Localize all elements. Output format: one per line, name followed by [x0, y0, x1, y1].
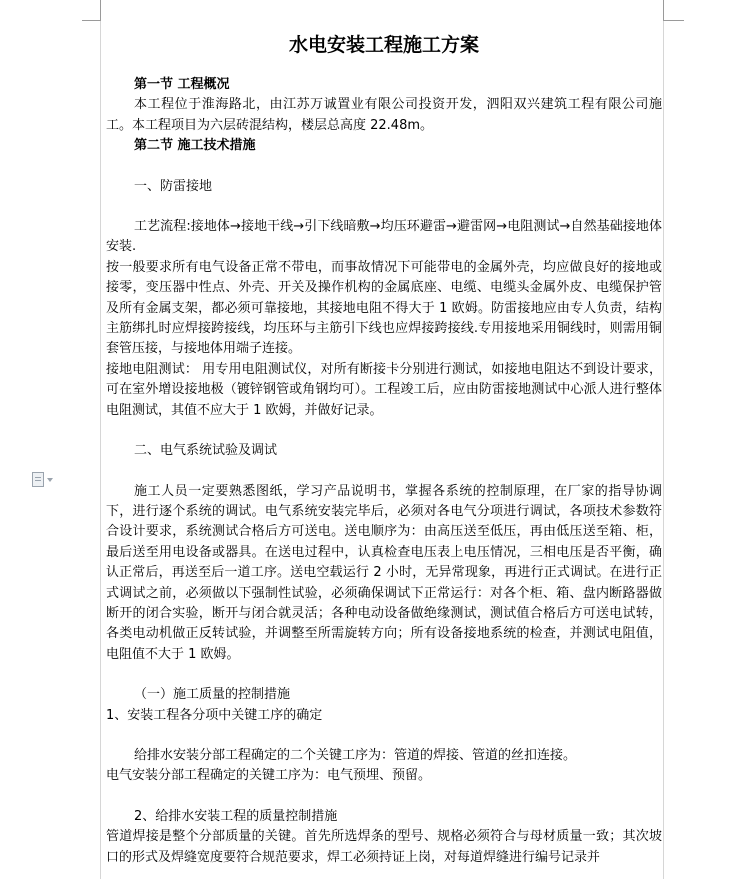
document-title: 水电安装工程施工方案 [288, 34, 479, 56]
page-corner-mark-left [82, 0, 101, 21]
spacer [106, 157, 662, 177]
page-left-edge [100, 0, 101, 879]
document-icon [32, 472, 44, 487]
spacer [106, 197, 662, 217]
spacer [106, 726, 662, 746]
lightning-process-paragraph: 工艺流程:接地体→接地干线→引下线暗敷→均压环避雷→避雷网→电阻测试→自然基础接地体安装. [106, 219, 662, 255]
section-heading-technical: 第二节 施工技术措施 [134, 138, 256, 154]
quality-heading: （一）施工质量的控制措施 [134, 687, 291, 703]
quality-item1-heading: 1、安装工程各分项中关键工序的确定 [106, 707, 323, 723]
section-heading-overview: 第一节 工程概况 [134, 77, 230, 92]
spacer [106, 462, 662, 482]
lightning-requirements-paragraph: 按一般要求所有电气设备正常不带电，而事故情况下可能带电的金属外壳，均应做良好的接地或接零，变压器中性点、外壳、开关及操作机构的金属底座、电缆、电缆头金属外皮、电缆保护管及所有金属支架，都必须可靠接地，其接地电阻不得大于 1 欧姆。防雷接地应由专人负责，结构主筋绑扎时应焊接跨接线，均压环与主筋引下线也应焊接跨接线.专用接地采用铜线时，则需用铜套管压接，与接地体用端子连接。 [106, 259, 662, 357]
spacer [106, 665, 662, 685]
spacer [106, 787, 662, 807]
quality-item2-heading: 2、给排水安装工程的质量控制措施 [134, 808, 338, 824]
document-body [106, 30, 662, 868]
electrical-heading: 二、电气系统试验及调试 [134, 443, 278, 459]
document-options-button[interactable] [32, 472, 53, 487]
quality-item2-paragraph: 管道焊接是整个分部质量的关键。首先所选焊条的型号、规格必须符合与母材质量一致；其次坡口的形式及焊缝宽度要符合规范要求，焊工必须持证上岗，对每道焊缝进行编号记录并 [106, 829, 662, 865]
page-right-edge [663, 0, 664, 879]
lightning-testing-paragraph: 接地电阻测试： 用专用电阻测试仪，对所有断接卡分别进行测试，如接地电阻达不到设计要求，可在室外增设接地极（镀锌钢管或角钢均可）。工程竣工后，应由防雷接地测试中心派人进行整体电阻测试，其值不应大于 1 欧姆，并做好记录。 [106, 361, 662, 418]
page-corner-mark-right [663, 0, 684, 21]
chevron-down-icon [47, 478, 53, 482]
lightning-heading: 一、防雷接地 [134, 178, 213, 194]
quality-item1-water: 给排水安装分部工程确定的二个关键工序为：管道的焊接、管道的丝扣连接。 [134, 747, 577, 763]
overview-paragraph: 本工程位于淮海路北，由江苏万诚置业有限公司投资开发，泗阳双兴建筑工程有限公司施工。本工程项目为六层砖混结构，楼层总高度 22.48m。 [106, 97, 662, 133]
electrical-paragraph: 施工人员一定要熟悉图纸，学习产品说明书，掌握各系统的控制原理，在厂家的指导协调下，进行逐个系统的调试。电气系统安装完毕后，必须对各电气分项进行调试，各项技术参数符合设计要求，系统测试合格后方可送电。送电顺序为：由高压送至低压，再由低压送至箱、柜，最后送至用电设备或器具。在送电过程中，认真检查电压表上电压情况，三相电压是否平衡，确认正常后，再送至后一道工序。送电空载运行 2 小时，无异常现象，再进行正式调试。在进行正式调试之前，必须做以下强制性试验，必须确保调试下正常运行：对各个柜、箱、盘内断路器做断开的闭合实验，断开与闭合就灵活；各种电动设备做绝缘测试，测试值合格后方可送电试转，各类电动机做正反转试验，并调整至所需旋转方向；所有设备接地系统的检查，并测试电阻值，电阻值不大于 1 欧姆。 [106, 483, 662, 662]
spacer [106, 421, 662, 441]
quality-item1-electric: 电气安装分部工程确定的关键工序为：电气预埋、预留。 [106, 768, 432, 784]
